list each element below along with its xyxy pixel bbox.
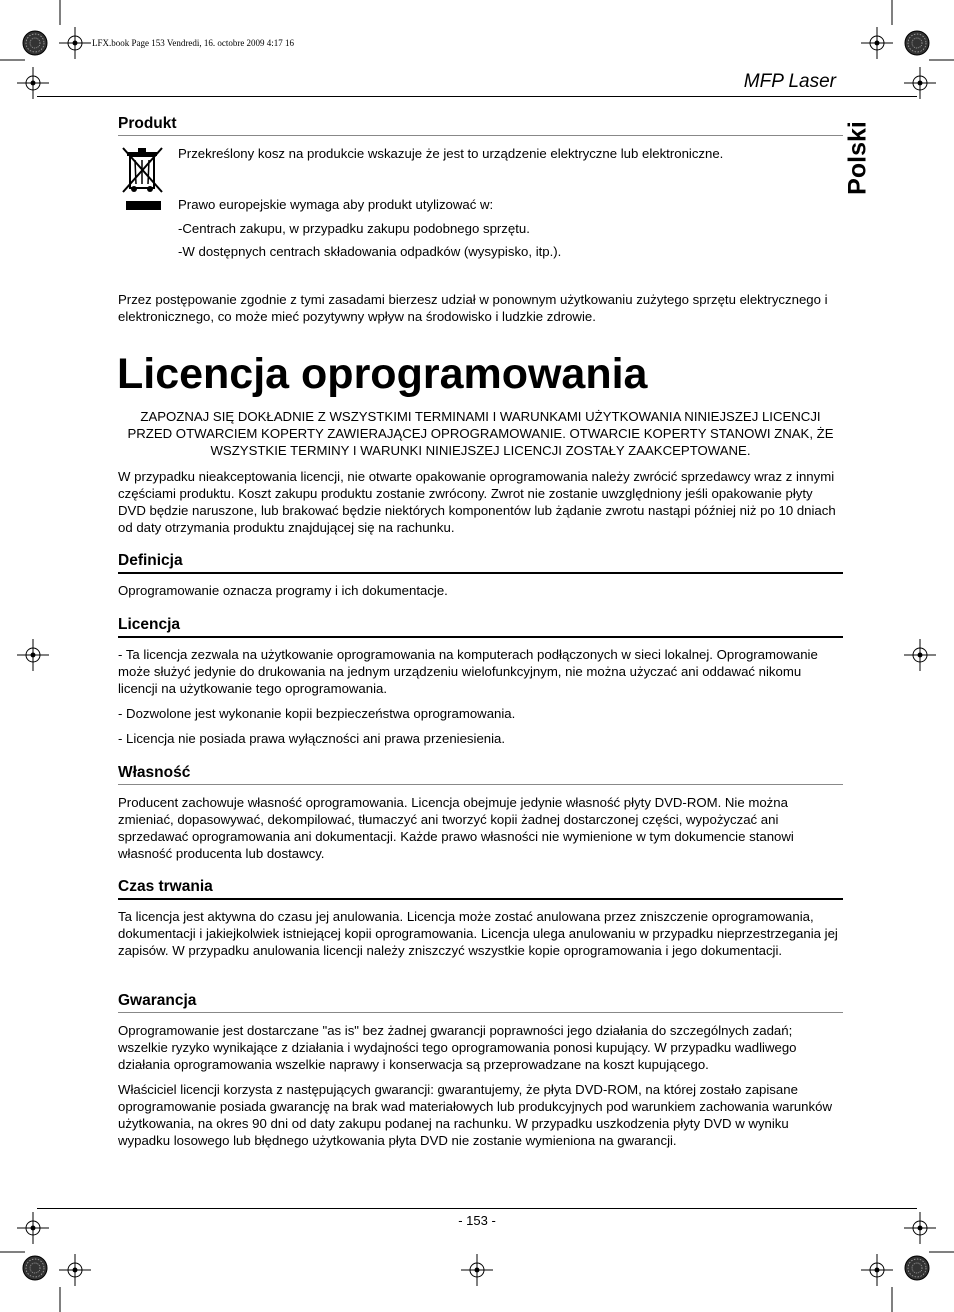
- language-tab-label: Polski: [843, 121, 872, 195]
- crossed-out-wheelie-bin-icon: [121, 144, 165, 236]
- gwarancja-p2: Właściciel licencji korzysta z następujących gwarancji: gwarantujemy, że płyta DVD-ROM, na której zostało zapisane oprogramowanie posiada gwarancję na brak wad materiałowych lub produkcyjnych pod warunkiem zachowania warunków użytkowania, na okres 90 dni od daty zakupu podanej na rachunku. W przypadku uszkodzenia płyty DVD w wyniku wypadku losowego lub błędnego użytkowania płyta DVD nie zostanie wymieniona na gwarancji.: [118, 1082, 832, 1148]
- definicja-heading: Definicja: [118, 552, 843, 574]
- produkt-paragraph: Przez postępowanie zgodnie z tymi zasadami bierzesz udział w ponownym użytkowaniu zużytego sprzętu elektrycznego i elektronicznego, co może mieć pozytywny wpływ na środowisko i ludzkie zdrowie.: [118, 292, 828, 324]
- wlasnosc-text: Producent zachowuje własność oprogramowania. Licencja obejmuje jedynie własność płyty DVD-ROM. Nie można zmieniać, dopasowywać, dekompilować, tłumaczyć ani tworzyć kopii żadnej dostarczonej części, wypożyczać ani sprzedawać oprogramowania ani dokumentacji. Każde prawo własności nie wymienione w tym dokumencie stanowi własność producenta lub dostawcy.: [118, 795, 794, 861]
- header-rule: [37, 96, 917, 97]
- produkt-line1: Przekreślony kosz na produkcie wskazuje że jest to urządzenie elektryczne lub elektroniczne.: [178, 146, 724, 161]
- czas-section: [118, 878, 843, 900]
- produkt-heading: Produkt: [118, 115, 843, 136]
- definicja-text: Oprogramowanie oznacza programy i ich dokumentacje.: [118, 583, 448, 598]
- produkt-line4: -W dostępnych centrach składowania odpadków (wysypisko, itp.).: [178, 244, 562, 259]
- license-warning: ZAPOZNAJ SIĘ DOKŁADNIE Z WSZYSTKIMI TERMINAMI I WARUNKAMI UŻYTKOWANIA NINIEJSZEJ LICENCJI PRZED OTWARCIEM KOPERTY ZAWIERAJĄCEJ OPROGRAMOWANIE. OTWARCIE KOPERTY STANOWI ZNAK, ŻE WSZYSTKIE TERMINY I WARUNKI NINIEJSZEJ LICENCJI ZOSTAŁY ZAAKCEPTOWANE.: [127, 409, 834, 458]
- produkt-section: [118, 115, 843, 136]
- licencja-p3: - Licencja nie posiada prawa wyłączności ani prawa przeniesienia.: [118, 731, 506, 746]
- licencja-heading: Licencja: [118, 616, 843, 638]
- gwarancja-heading: Gwarancja: [118, 992, 843, 1013]
- footer-rule: [37, 1208, 917, 1209]
- produkt-line3: -Centrach zakupu, w przypadku zakupu podobnego sprzętu.: [178, 221, 530, 236]
- page-title: Licencja oprogramowania: [117, 350, 648, 398]
- czas-heading: Czas trwania: [118, 878, 843, 900]
- gwarancja-section: [118, 992, 843, 1013]
- licencja-p1: - Ta licencja zezwala na użytkowanie oprogramowania na komputerach podłączonych w sieci lokalnej. Oprogramowanie może służyć jedynie do drukowania na jednym urządzeniu wielofunkcyjnym, nie można użyczać ani oddawać nikomu licencji na użytkowanie tego oprogramowania.: [118, 647, 818, 696]
- licencja-p2: - Dozwolone jest wykonanie kopii bezpieczeństwa oprogramowania.: [118, 706, 516, 721]
- czas-text: Ta licencja jest aktywna do czasu jej anulowania. Licencja może zostać anulowana przez zniszczenie oprogramowania, dokumentacji i jakiejkolwiek istniejącej kopii oprogramowania. Licencja ulega anulowaniu w przypadku nieprzestrzegania jej zapisów. W przypadku anulowania licencji należy zniszczyć wszystkie kopie oprogramowania i jego dokumentacji.: [118, 909, 838, 958]
- print-info: LFX.book Page 153 Vendredi, 16. octobre 2009 4:17 16: [92, 38, 295, 48]
- license-intro: W przypadku nieakceptowania licencji, nie otwarte opakowanie oprogramowania należy zwrócić sprzedawcy wraz z innymi częściami produktu. Koszt zakupu produktu zostanie zwrócony. Zwrot nie zostanie uwzględniony jeśli opakowanie płyty DVD będzie naruszone, lub brakować będzie niektórych komponentów lub żądanie zwrotu nastąpi później niż po 10 dniach od daty otrzymania produktu znajdującej się na rachunku.: [118, 469, 836, 535]
- licencja-section: [118, 616, 843, 638]
- produkt-line2: Prawo europejskie wymaga aby produkt utylizować w:: [178, 197, 494, 212]
- gwarancja-p1: Oprogramowanie jest dostarczane "as is" bez żadnej gwarancji poprawności jego działania do szczególnych zadań; wszelkie ryzyko wynikające z działania i wydajności tego oprogramowania ponosi kupujący. W przypadku wadliwego działania oprogramowania wszelkie naprawy i konserwacja są przeprowadzane na koszt kupującego.: [118, 1023, 797, 1072]
- page-number: - 153 -: [458, 1213, 496, 1228]
- definicja-section: [118, 552, 843, 574]
- wlasnosc-section: [118, 764, 843, 785]
- header-title: MFP Laser: [743, 71, 836, 92]
- wlasnosc-heading: Własność: [118, 764, 843, 785]
- language-tab: [838, 118, 878, 198]
